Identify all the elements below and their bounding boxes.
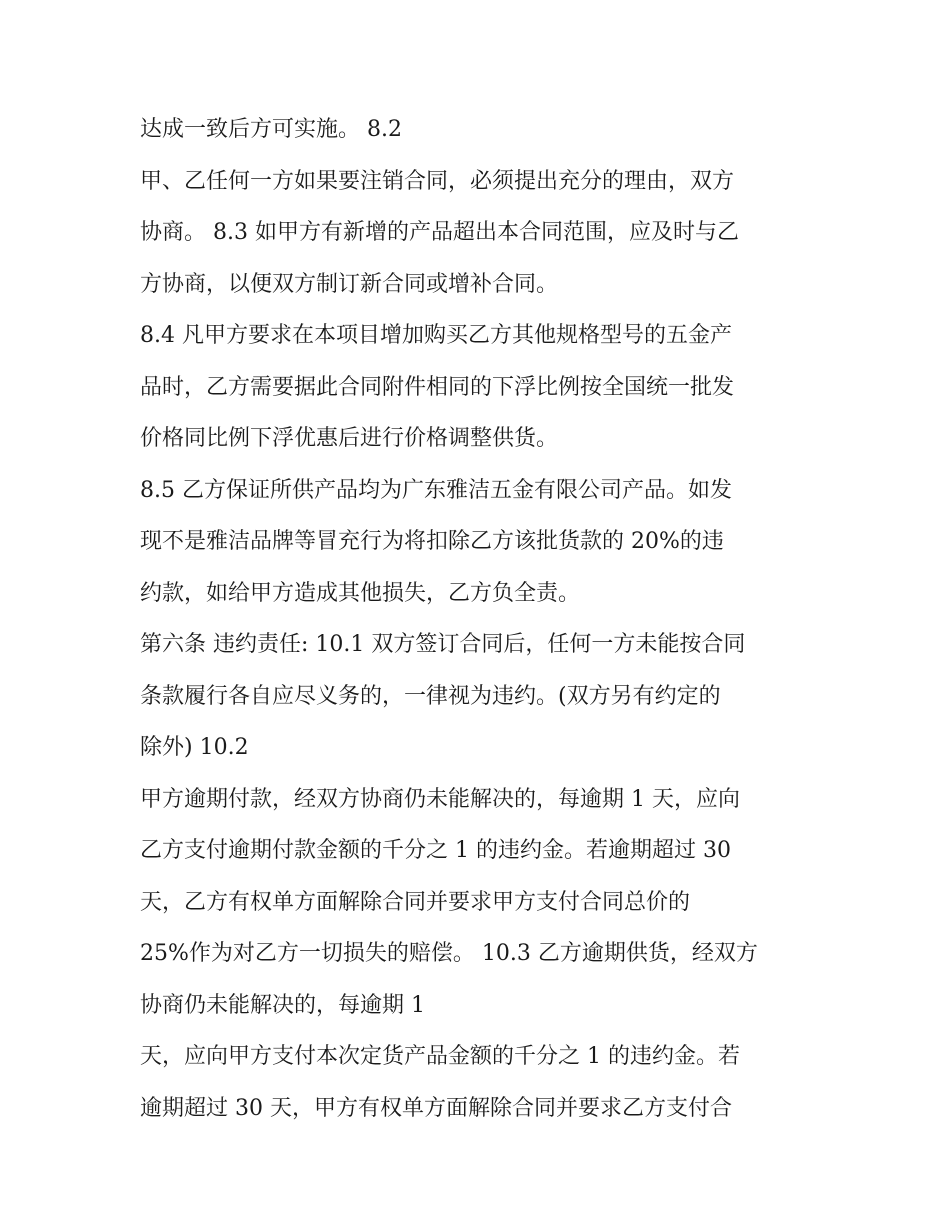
text-line: 第六条 违约责任: 10.1 双方签订合同后，任何一方未能按合同 — [140, 632, 746, 657]
text-line: 约款，如给甲方造成其他损失，乙方负全责。 — [140, 580, 581, 606]
text-line: 价格同比例下浮优惠后进行价格调整供货。 — [140, 426, 559, 451]
contract-text — [140, 104, 830, 1134]
text-line: 条款履行各自应尽义务的，一律视为违约。(双方另有约定的 — [140, 683, 721, 709]
text-line: 协商。 8.3 如甲方有新增的产品超出本合同范围，应及时与乙 — [140, 220, 739, 245]
text-line: 天，应向甲方支付本次定货产品金额的千分之 1 的违约金。若 — [140, 1044, 740, 1069]
text-line: 除外) 10.2 — [140, 735, 249, 760]
text-line: 协商仍未能解决的，每逾期 1 — [140, 992, 425, 1018]
text-line: 方协商，以便双方制订新合同或增补合同。 — [140, 271, 559, 297]
text-line: 25%作为对乙方一切损失的赔偿。 10.3 乙方逾期供货，经双方 — [140, 941, 758, 966]
text-line: 甲、乙任何一方如果要注销合同，必须提出充分的理由，双方 — [140, 168, 735, 194]
text-line: 天，乙方有权单方面解除合同并要求甲方支付合同总价的 — [140, 889, 691, 915]
text-line: 8.5 乙方保证所供产品均为广东雅洁五金有限公司产品。如发 — [140, 477, 732, 503]
text-line: 乙方支付逾期付款金额的千分之 1 的违约金。若逾期超过 30 — [140, 838, 731, 863]
text-line: 品时，乙方需要据此合同附件相同的下浮比例按全国统一批发 — [140, 374, 735, 400]
text-line: 8.4 凡甲方要求在本项目增加购买乙方其他规格型号的五金产 — [140, 323, 732, 348]
text-line: 现不是雅洁品牌等冒充行为将扣除乙方该批货款的 20%的违 — [140, 529, 724, 554]
text-line: 逾期超过 30 天，甲方有权单方面解除合同并要求乙方支付合 — [140, 1095, 732, 1121]
text-line: 甲方逾期付款，经双方协商仍未能解决的，每逾期 1 天，应向 — [140, 786, 740, 812]
text-line: 达成一致后方可实施。 8.2 — [140, 117, 402, 142]
